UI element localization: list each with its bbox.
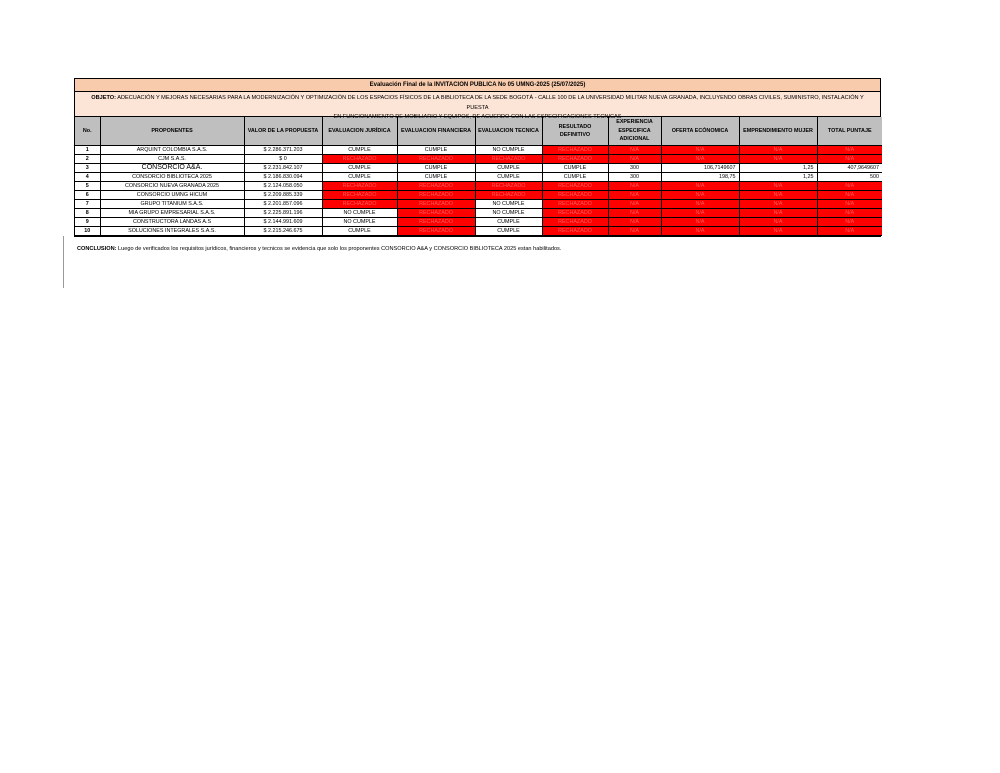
total-score-cell: N/A [817,227,882,236]
table-row [75,146,882,155]
additional-experience-cell: N/A [608,218,661,227]
economic-offer-cell: N/A [661,218,739,227]
proposal-value-cell: $ 2.201.857.096 [244,200,322,209]
final-result-cell: RECHAZADO [542,155,608,164]
additional-experience-cell: 300 [608,173,661,182]
financial-evaluation-cell: CUMPLE [397,173,475,182]
total-score-cell: N/A [817,155,882,164]
economic-offer-cell: N/A [661,209,739,218]
total-score-cell: 500 [817,173,882,182]
legal-evaluation-cell: CUMPLE [322,173,397,182]
proposal-value-cell: $ 2.286.371.203 [244,146,322,155]
objeto-label: OBJETO: [91,95,116,101]
proposal-value-cell: $ 2.186.830.094 [244,173,322,182]
financial-evaluation-cell: RECHAZADO [397,227,475,236]
economic-offer-cell: 106,7149607 [661,164,739,173]
total-score-cell: N/A [817,200,882,209]
row-number-cell: 3 [75,164,100,173]
column-header: EXPERIENCIA ESPECIFICA ADICIONAL [608,117,661,146]
women-entrepreneurship-cell: N/A [739,209,817,218]
final-result-cell: RECHAZADO [542,182,608,191]
proponent-name-cell: CONSORCIO UMNG HICUM [100,191,244,200]
column-header: VALOR DE LA PROPUESTA [244,117,322,146]
economic-offer-cell: N/A [661,155,739,164]
additional-experience-cell: N/A [608,146,661,155]
conclusion-label: CONCLUSION: [77,246,117,252]
table-row [75,191,882,200]
proposal-value-cell: $ 2.124.058.050 [244,182,322,191]
objeto-line-2: EN FUNCIONAMIENTO DE MOBILIARIO Y EQUIPOS, DE ACUERDO CON LAS ESPECIFICACIONES TECNICAS [333,114,622,120]
column-header: EMPRENDIMIENTO MUJER [739,117,817,146]
table-row [75,173,882,182]
additional-experience-cell: N/A [608,227,661,236]
final-result-cell: RECHAZADO [542,209,608,218]
row-number-cell: 2 [75,155,100,164]
row-number-cell: 5 [75,182,100,191]
evaluation-table [75,117,882,236]
evaluation-sheet [74,78,881,237]
technical-evaluation-cell: CUMPLE [475,227,542,236]
row-number-cell: 7 [75,200,100,209]
total-score-cell: N/A [817,191,882,200]
column-header: PROPONENTES [100,117,244,146]
technical-evaluation-cell: RECHAZADO [475,191,542,200]
row-number-cell: 4 [75,173,100,182]
legal-evaluation-cell: CUMPLE [322,164,397,173]
total-score-cell: N/A [817,209,882,218]
proposal-value-cell: $ 2.209.885.339 [244,191,322,200]
additional-experience-cell: N/A [608,182,661,191]
row-number-cell: 6 [75,191,100,200]
table-row [75,200,882,209]
total-score-cell: 407,9649607 [817,164,882,173]
legal-evaluation-cell: RECHAZADO [322,182,397,191]
women-entrepreneurship-cell: N/A [739,191,817,200]
technical-evaluation-cell: CUMPLE [475,218,542,227]
final-result-cell: CUMPLE [542,173,608,182]
proponent-name-cell: CONSTRUCTORA LANDAS A.S [100,218,244,227]
column-header: RESULTADO DEFINITIVO [542,117,608,146]
objeto-line-1: ADECUACIÓN Y MEJORAS NECESARIAS PARA LA MODERNIZACIÓN Y OPTIMIZACIÓN DE LOS ESPACIOS FÍSICOS DE LA BIBLIOTECA DE LA SEDE BOGOTÁ - CALLE 100 DE LA UNIVERSIDAD MILITAR NUEVA GRANADA, INCLUYENDO OBRAS CIVILES, SUMINISTRO, INSTALACIÓN Y PUESTA [117,95,864,111]
proponent-name-cell: MIA GRUPO EMPRESARIAL S.A.S. [100,209,244,218]
table-row [75,155,882,164]
final-result-cell: RECHAZADO [542,218,608,227]
row-number-cell: 10 [75,227,100,236]
proposal-value-cell: $ 2.225.891.196 [244,209,322,218]
final-result-cell: RECHAZADO [542,200,608,209]
column-header: EVALUACION FINANCIERA [397,117,475,146]
proponent-name-cell: SOLUCIONES INTEGRALES S.A.S. [100,227,244,236]
financial-evaluation-cell: RECHAZADO [397,209,475,218]
column-header: No. [75,117,100,146]
women-entrepreneurship-cell: N/A [739,155,817,164]
column-header: OFERTA ECÓNOMICA [661,117,739,146]
additional-experience-cell: N/A [608,191,661,200]
conclusion-text [77,246,561,252]
proposal-value-cell: $ 2.144.991.609 [244,218,322,227]
column-header: EVALUACION JURÍDICA [322,117,397,146]
economic-offer-cell: N/A [661,191,739,200]
financial-evaluation-cell: RECHAZADO [397,218,475,227]
technical-evaluation-cell: RECHAZADO [475,182,542,191]
final-result-cell: RECHAZADO [542,191,608,200]
legal-evaluation-cell: NO CUMPLE [322,218,397,227]
women-entrepreneurship-cell: 1,25 [739,173,817,182]
proposal-value-cell: $ 0 [244,155,322,164]
total-score-cell: N/A [817,182,882,191]
financial-evaluation-cell: RECHAZADO [397,200,475,209]
conclusion-body: Luego de verificados los requisitos jurídicos, financieros y tecnicos se evidencia que solo los proponentes CONSORCIO A&A y CONSORCIO BIBLIOTECA 2025 estan habilitados. [118,246,562,252]
women-entrepreneurship-cell: N/A [739,146,817,155]
column-header: EVALUACION TECNICA [475,117,542,146]
financial-evaluation-cell: CUMPLE [397,146,475,155]
technical-evaluation-cell: CUMPLE [475,164,542,173]
total-score-cell: N/A [817,146,882,155]
sheet-title: Evaluación Final de la INVITACION PUBLICA No 05 UMNG-2025 (25/07/2025) [75,79,880,92]
financial-evaluation-cell: RECHAZADO [397,155,475,164]
proponent-name-cell: CONSORCIO A&A. [100,164,244,173]
women-entrepreneurship-cell: 1,25 [739,164,817,173]
table-row [75,227,882,236]
row-number-cell: 8 [75,209,100,218]
proponent-name-cell: CJM S.A.S. [100,155,244,164]
final-result-cell: CUMPLE [542,164,608,173]
additional-experience-cell: 300 [608,164,661,173]
objeto-block [75,92,880,120]
economic-offer-cell: N/A [661,146,739,155]
technical-evaluation-cell: NO CUMPLE [475,209,542,218]
legal-evaluation-cell: CUMPLE [322,227,397,236]
final-result-cell: RECHAZADO [542,227,608,236]
proponent-name-cell: ARQUINT COLOMBIA S.A.S. [100,146,244,155]
additional-experience-cell: N/A [608,155,661,164]
financial-evaluation-cell: RECHAZADO [397,191,475,200]
proposal-value-cell: $ 2.231.842.107 [244,164,322,173]
women-entrepreneurship-cell: N/A [739,200,817,209]
technical-evaluation-cell: NO CUMPLE [475,200,542,209]
total-score-cell: N/A [817,218,882,227]
legal-evaluation-cell: CUMPLE [322,146,397,155]
economic-offer-cell: N/A [661,182,739,191]
economic-offer-cell: N/A [661,227,739,236]
legal-evaluation-cell: RECHAZADO [322,191,397,200]
women-entrepreneurship-cell: N/A [739,182,817,191]
row-number-cell: 9 [75,218,100,227]
table-row [75,164,882,173]
table-row [75,209,882,218]
final-result-cell: RECHAZADO [542,146,608,155]
row-number-cell: 1 [75,146,100,155]
proponent-name-cell: CONSORCIO BIBLIOTECA 2025 [100,173,244,182]
proponent-name-cell: CONSORCIO NUEVA GRANADA 2025 [100,182,244,191]
legal-evaluation-cell: RECHAZADO [322,155,397,164]
financial-evaluation-cell: CUMPLE [397,164,475,173]
financial-evaluation-cell: RECHAZADO [397,182,475,191]
column-header: TOTAL PUNTAJE [817,117,882,146]
technical-evaluation-cell: NO CUMPLE [475,146,542,155]
economic-offer-cell: 198,75 [661,173,739,182]
women-entrepreneurship-cell: N/A [739,218,817,227]
table-row [75,182,882,191]
proposal-value-cell: $ 2.215.246.675 [244,227,322,236]
table-row [75,218,882,227]
legal-evaluation-cell: NO CUMPLE [322,209,397,218]
legal-evaluation-cell: RECHAZADO [322,200,397,209]
technical-evaluation-cell: RECHAZADO [475,155,542,164]
table-body [75,146,882,236]
proponent-name-cell: GRUPO TITANIUM S.A.S. [100,200,244,209]
economic-offer-cell: N/A [661,200,739,209]
left-margin-rule [63,236,64,288]
additional-experience-cell: N/A [608,209,661,218]
women-entrepreneurship-cell: N/A [739,227,817,236]
technical-evaluation-cell: CUMPLE [475,173,542,182]
additional-experience-cell: N/A [608,200,661,209]
